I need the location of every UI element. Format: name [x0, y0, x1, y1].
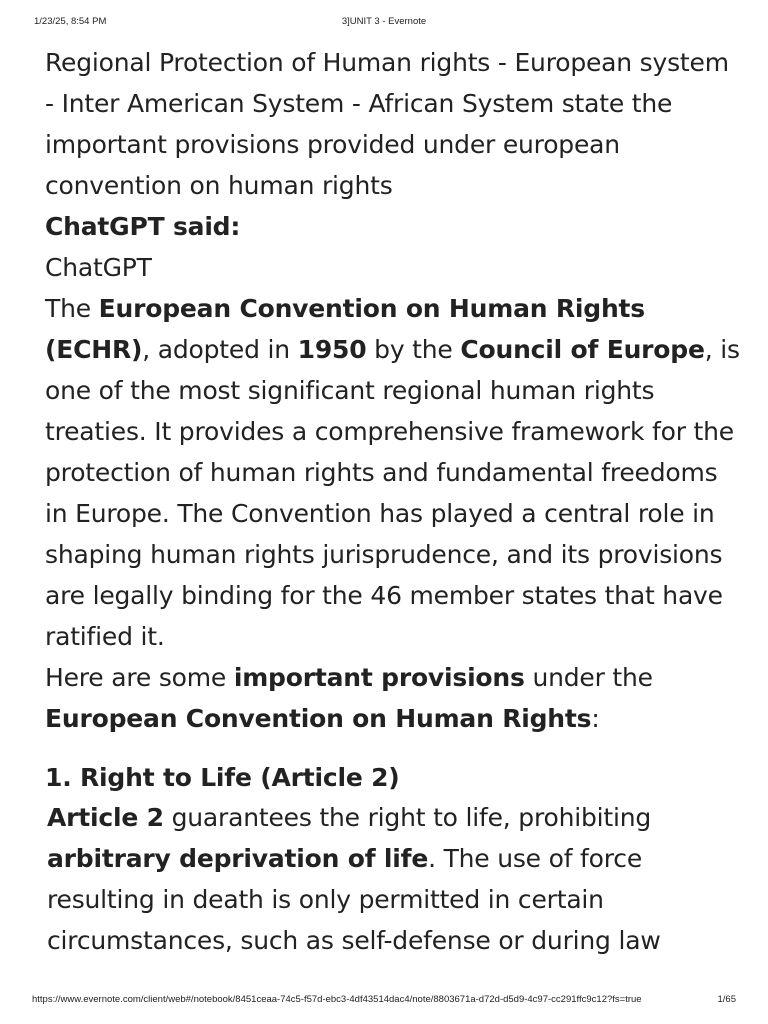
lead-text-1: Here are some — [45, 663, 234, 692]
chatgpt-said-text: ChatGPT said: — [45, 212, 241, 241]
print-url: https://www.evernote.com/client/web#/notebook/8451ceaa-74c5-f57d-ebc3-4df43514dac4/note/8803671a-d72d-d5d9-4c97-cc291ffc9c12?fs=true — [32, 994, 642, 1005]
intro-bold-council: Council of Europe — [460, 335, 705, 364]
intro-bold-echr: European Convention on Human Rights (ECHR) — [45, 294, 645, 364]
chatgpt-label: ChatGPT — [45, 253, 152, 282]
user-prompt: Regional Protection of Human rights - European system - Inter American System - African System state the important provisions provided under european convention on human rights — [45, 48, 729, 200]
section-bold-article: Article 2 — [47, 803, 164, 832]
intro-text-4: , is one of the most significant regional human rights treaties. It provides a comprehensive framework for the protection of human rights and fundamental freedoms in Europe. The Convention has played a central role in shaping human rights jurisprudence, and its provisions are legally binding for the 46 member states that have ratified it. — [45, 335, 740, 651]
section-text-1: guarantees the right to life, prohibiting — [163, 803, 652, 832]
intro-text-3: by the — [366, 335, 461, 364]
chatgpt-said-heading — [45, 206, 745, 247]
section-paragraph-right-to-life — [45, 797, 745, 961]
intro-bold-year: 1950 — [297, 335, 367, 364]
intro-text-2: , adopted in — [142, 335, 298, 364]
note-content — [45, 42, 745, 961]
print-footer — [0, 994, 768, 1008]
lead-bold-echr: European Convention on Human Rights — [45, 704, 592, 733]
intro-paragraph — [45, 288, 745, 657]
section-heading-right-to-life: 1. Right to Life (Article 2) — [45, 763, 400, 792]
print-header — [0, 16, 768, 30]
section-text-2: . The use of force resulting in death is only permitted in certain circumstances, such as self-defense or during law — [47, 844, 661, 955]
print-datetime: 1/23/25, 8:54 PM — [34, 16, 107, 27]
page-number: 1/65 — [717, 994, 736, 1005]
lead-text-3: : — [591, 704, 600, 733]
lead-paragraph — [45, 657, 745, 739]
section-bold-deprivation: arbitrary deprivation of life — [47, 844, 429, 873]
print-title: 3]UNIT 3 - Evernote — [341, 16, 427, 27]
intro-text-1: The — [45, 294, 99, 323]
lead-text-2: under the — [524, 663, 653, 692]
lead-bold-provisions: important provisions — [233, 663, 525, 692]
